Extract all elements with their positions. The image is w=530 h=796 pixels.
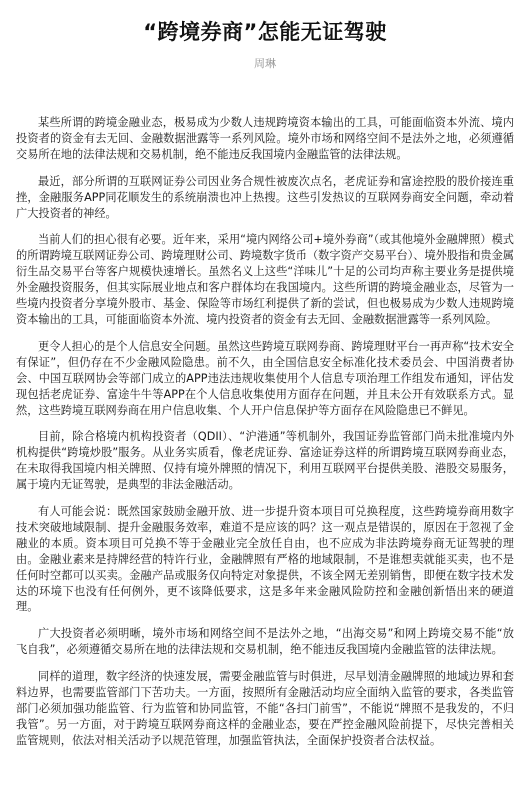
article-title: “跨境券商”怎能无证驾驶 (143, 20, 387, 44)
article-paragraph: 当前人们的担心很有必要。近年来，采用“境内网络公司+境外券商”（或其他境外金融牌照）模式的所谓跨境互联网证券公司、跨境理财公司、跨境数字货币（数字资产交易平台）、境外股指和贵金属衍生品交易平台等客户规模快速增长。虽然名义上这些“洋味儿”十足的公司均声称主要业务是提供境外金融投资服务，但其实际展业地点和客户群体均在我国境内。这些所谓的跨境金融业态，尽管为一些境内投资者分享境外股市、基金、保险等市场红利提供了新的尝试，但也极易成为少数人违规跨境资本输出的工具，可能面临资本外流、境内投资者的资金有去无回、金融数据泄露等一系列风险。 (16, 233, 514, 326)
article-paragraph: 最近，部分所谓的互联网证券公司因业务合规性被废次点名，老虎证券和富途控股的股价接连重挫，金融服务APP同花顺发生的系统崩溃也冲上热搜。这些引发热议的互联网券商安全问题，牵动着广大投资者的神经。 (16, 174, 514, 220)
article-paragraph: 广大投资者必须明晰，境外市场和网络空间不是法外之地，“出海交易”和网上跨境交易不能“放飞自我”，必须遵循交易所在地的法律法规和交易机制，绝不能违反我国境内金融监管的法律法规。 (16, 627, 514, 657)
article-author: 周琳 (254, 57, 276, 70)
article-paragraph: 同样的道理，数字经济的快速发展，需要金融监管与时俱进，尽早划清金融牌照的地域边界和套料边界，也需要监管部门下苦功夫。一方面，按照所有金融活动均应全面纳入监管的要求，各类监管部门必须加强功能监管、行为监管和协同监管，不能“各扫门前雪”，不能说“牌照不是我发的，不归我管”。另一方面，对于跨境互联网券商这样的金融业态，要在严控金融风险前提下，尽快完善相关监管规则，依法对相关活动予以规范管理，加强监管执法，全面保护投资者合法权益。 (16, 670, 514, 747)
article-paragraph: 某些所谓的跨境金融业态，极易成为少数人违规跨境资本输出的工具，可能面临资本外流、境内投资者的资金有去无回、金融数据泄露等一系列风险。境外市场和网络空间不是法外之地，必须遵循交易所在地的法律法规和交易机制，绝不能违反我国境内金融监管的法律法规。 (16, 116, 514, 161)
article-paragraph: 目前，除合格境内机构投资者（QDII）、“沪港通”等机制外，我国证券监管部门尚未批准境内外机构提供“跨境炒股”服务。从业务实质看，像老虎证券、富途证券这样的所谓跨境互联网券商业态，在未取得我国境内相关牌照、仅持有境外牌照的情况下，利用互联网平台提供美股、港股交易服务，属于境内无证驾驶，是典型的非法金融活动。 (16, 430, 514, 492)
article-body (16, 115, 514, 749)
article-paragraph: 更令人担心的是个人信息安全问题。虽然这些跨境互联网券商、跨境理财平台一再声称“技术安全有保证”，但仍存在不少金融风险隐患。前不久，由全国信息安全标准化技术委员会、中国消费者协会、中国互联网协会等部门成立的APP违法违规收集使用个人信息专项治理工作组发布通知，评估发现包括老虎证券、富途牛牛等APP在个人信息收集使用方面存在问题，并且未公开有效联系方式。显然，这些跨境互联网券商在用户信息收集、个人开户信息保护等方面存在风险隐患已不鲜见。 (16, 339, 514, 417)
article-paragraph: 有人可能会说：既然国家鼓励金融开放、进一步提升资本项目可兑换程度，这些跨境券商用数字技术突破地域限制、提升金融服务效率，难道不是应该的吗？这一观点是错误的，原因在于忽视了金融业的本质。资本项目可兑换不等于金融业完全放任自由，也不应成为非法跨境券商无证驾驶的理由。金融业素来是持牌经营的特许行业，金融牌照有严格的地域限制，不是谁想卖就能买卖，也不是任何时空都可以买卖。金融产品或服务仅向特定对象提供，不该全网无差别销售，即便在数字技术发达的环境下也没有任何例外，更不该降低要求，这是多年来金融风险防控和金融创新悟出来的硬道理。 (16, 505, 514, 614)
